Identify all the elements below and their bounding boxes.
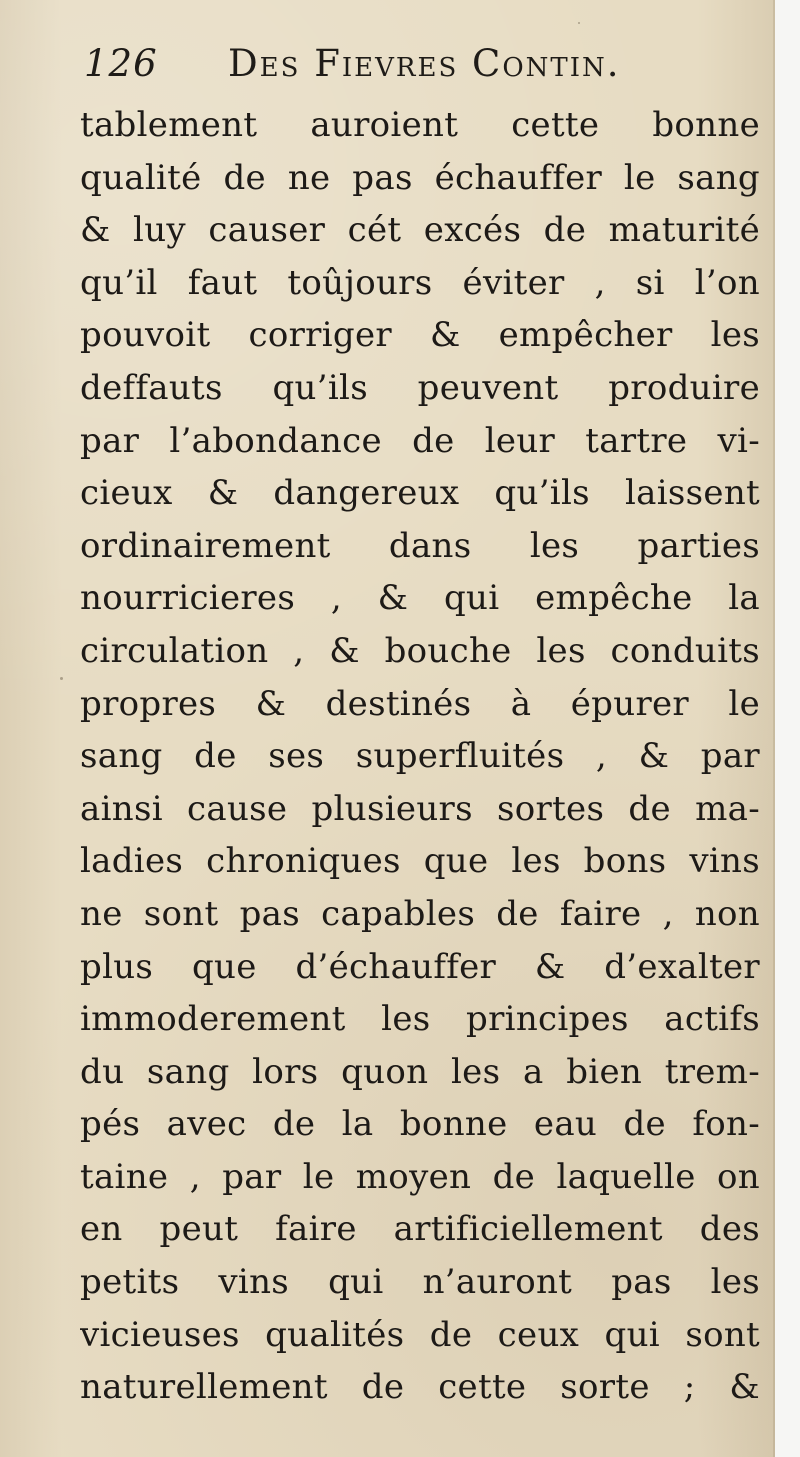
running-head: Des Fievres Contin. [228,42,621,85]
text-line: ainsi cause plusieurs sortes de ma- [80,788,760,829]
ink-speck [578,22,580,24]
text-line: petits vins qui n’auront pas les [80,1262,760,1303]
text-line: qualité de ne pas échauffer le sang [80,157,760,198]
page-number: 126 [84,42,158,85]
text-line: sang de ses superfluités , & par [80,736,760,777]
text-line: en peut faire artificiellement des [80,1209,760,1250]
text-line: pouvoit corriger & empêcher les [80,315,760,356]
page-header [84,38,764,96]
ink-speck [60,677,63,680]
text-line: du sang lors quon les a bien trem- [80,1051,760,1092]
text-line: plus que d’échauffer & d’exalter [80,946,760,987]
text-line: propres & destinés à épurer le [80,683,760,724]
text-line: ne sont pas capables de faire , non [80,893,760,934]
text-line: vicieuses qualités de ceux qui sont [80,1314,760,1355]
scan-margin [772,0,800,1457]
text-line: par l’abondance de leur tartre vi- [80,420,760,461]
text-line: circulation , & bouche les conduits [80,630,760,671]
text-line: ordinairement dans les parties [80,525,760,566]
text-line: qu’il faut toûjours éviter , si l’on [80,262,760,303]
text-line: ladies chroniques que les bons vins [80,841,760,882]
ink-speck [296,1392,298,1394]
text-line: & luy causer cét excés de maturité [80,210,760,251]
text-line: deffauts qu’ils peuvent produire [80,367,760,408]
text-line: cieux & dangereux qu’ils laissent [80,473,760,514]
text-line: naturellement de cette sorte ; & [80,1367,760,1408]
body-text [80,99,760,1414]
text-line: taine , par le moyen de laquelle on [80,1156,760,1197]
text-line: pés avec de la bonne eau de fon- [80,1104,760,1145]
text-line: immoderement les principes actifs [80,999,760,1040]
text-line: nourricieres , & qui empêche la [80,578,760,619]
text-line: tablement auroient cette bonne [80,105,760,145]
